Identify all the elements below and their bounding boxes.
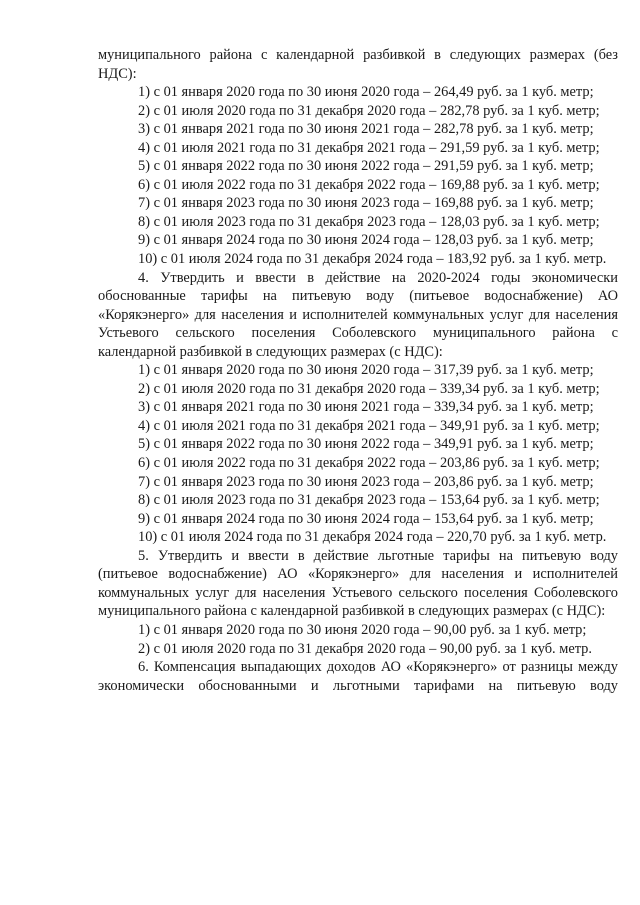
list-item: 10) с 01 июля 2024 года по 31 декабря 2024 года – 220,70 руб. за 1 куб. метр. xyxy=(138,529,607,546)
list-item: 7) с 01 января 2023 года по 30 июня 2023 года – 169,88 руб. за 1 куб. метр; xyxy=(138,195,594,212)
list-item: 9) с 01 января 2024 года по 30 июня 2024 года – 153,64 руб. за 1 куб. метр; xyxy=(138,510,594,527)
list-item: 1) с 01 января 2020 года по 30 июня 2020 года – 317,39 руб. за 1 куб. метр; xyxy=(138,362,594,379)
list-item: 3) с 01 января 2021 года по 30 июня 2021 года – 339,34 руб. за 1 куб. метр; xyxy=(138,399,594,416)
list-item: 5) с 01 января 2022 года по 30 июня 2022 года – 349,91 руб. за 1 куб. метр; xyxy=(138,436,594,453)
list-item: 5) с 01 января 2022 года по 30 июня 2022 года – 291,59 руб. за 1 куб. метр; xyxy=(138,158,594,175)
list-item: 2) с 01 июля 2020 года по 31 декабря 2020 года – 282,78 руб. за 1 куб. метр; xyxy=(138,102,600,119)
list-item: 4) с 01 июля 2021 года по 31 декабря 2021 года – 349,91 руб. за 1 куб. метр; xyxy=(138,417,600,434)
paragraph-6: 6. Компенсация выпадающих доходов АО «Корякэнерго» от разницы между экономически обоснованными и льготными тарифами на питьевую воду xyxy=(98,659,618,694)
paragraph-4: 4. Утвердить и ввести в действие на 2020-2024 годы экономически обоснованные тарифы на питьевую воду (питьевое водоснабжение) АО «Корякэнерго» для населения и исполнителей коммунальных услуг для населения Устьевого сельского поселения Соболевского муниципального района с календарной разбивкой в следующих размерах (с НДС): xyxy=(98,269,618,360)
list-item: 4) с 01 июля 2021 года по 31 декабря 2021 года – 291,59 руб. за 1 куб. метр; xyxy=(138,139,600,156)
tariff-list-b xyxy=(98,361,618,546)
list-item: 10) с 01 июля 2024 года по 31 декабря 2024 года – 183,92 руб. за 1 куб. метр. xyxy=(138,251,607,268)
list-item: 9) с 01 января 2024 года по 30 июня 2024 года – 128,03 руб. за 1 куб. метр; xyxy=(138,232,594,249)
list-item: 8) с 01 июля 2023 года по 31 декабря 2023 года – 128,03 руб. за 1 куб. метр; xyxy=(138,213,600,230)
list-item: 2) с 01 июля 2020 года по 31 декабря 2020 года – 339,34 руб. за 1 куб. метр; xyxy=(138,380,600,397)
list-item: 1) с 01 января 2020 года по 30 июня 2020 года – 90,00 руб. за 1 куб. метр; xyxy=(138,621,587,638)
intro-paragraph: муниципального района с календарной разбивкой в следующих размерах (без НДС): xyxy=(98,47,618,82)
tariff-list-a xyxy=(98,83,618,268)
list-item: 7) с 01 января 2023 года по 30 июня 2023 года – 203,86 руб. за 1 куб. метр; xyxy=(138,473,594,490)
tariff-list-c xyxy=(98,621,618,658)
document-page xyxy=(98,46,618,695)
list-item: 3) с 01 января 2021 года по 30 июня 2021 года – 282,78 руб. за 1 куб. метр; xyxy=(138,121,594,138)
list-item: 8) с 01 июля 2023 года по 31 декабря 2023 года – 153,64 руб. за 1 куб. метр; xyxy=(138,492,600,509)
list-item: 1) с 01 января 2020 года по 30 июня 2020 года – 264,49 руб. за 1 куб. метр; xyxy=(138,84,594,101)
list-item: 2) с 01 июля 2020 года по 31 декабря 2020 года – 90,00 руб. за 1 куб. метр. xyxy=(138,640,592,657)
paragraph-5: 5. Утвердить и ввести в действие льготные тарифы на питьевую воду (питьевое водоснабжение) АО «Корякэнерго» для населения и исполнителей коммунальных услуг для населения Устьевого сельского поселения Соболевского муниципального района с календарной разбивкой в следующих размерах (с НДС): xyxy=(98,547,618,620)
list-item: 6) с 01 июля 2022 года по 31 декабря 2022 года – 169,88 руб. за 1 куб. метр; xyxy=(138,176,600,193)
list-item: 6) с 01 июля 2022 года по 31 декабря 2022 года – 203,86 руб. за 1 куб. метр; xyxy=(138,455,600,472)
